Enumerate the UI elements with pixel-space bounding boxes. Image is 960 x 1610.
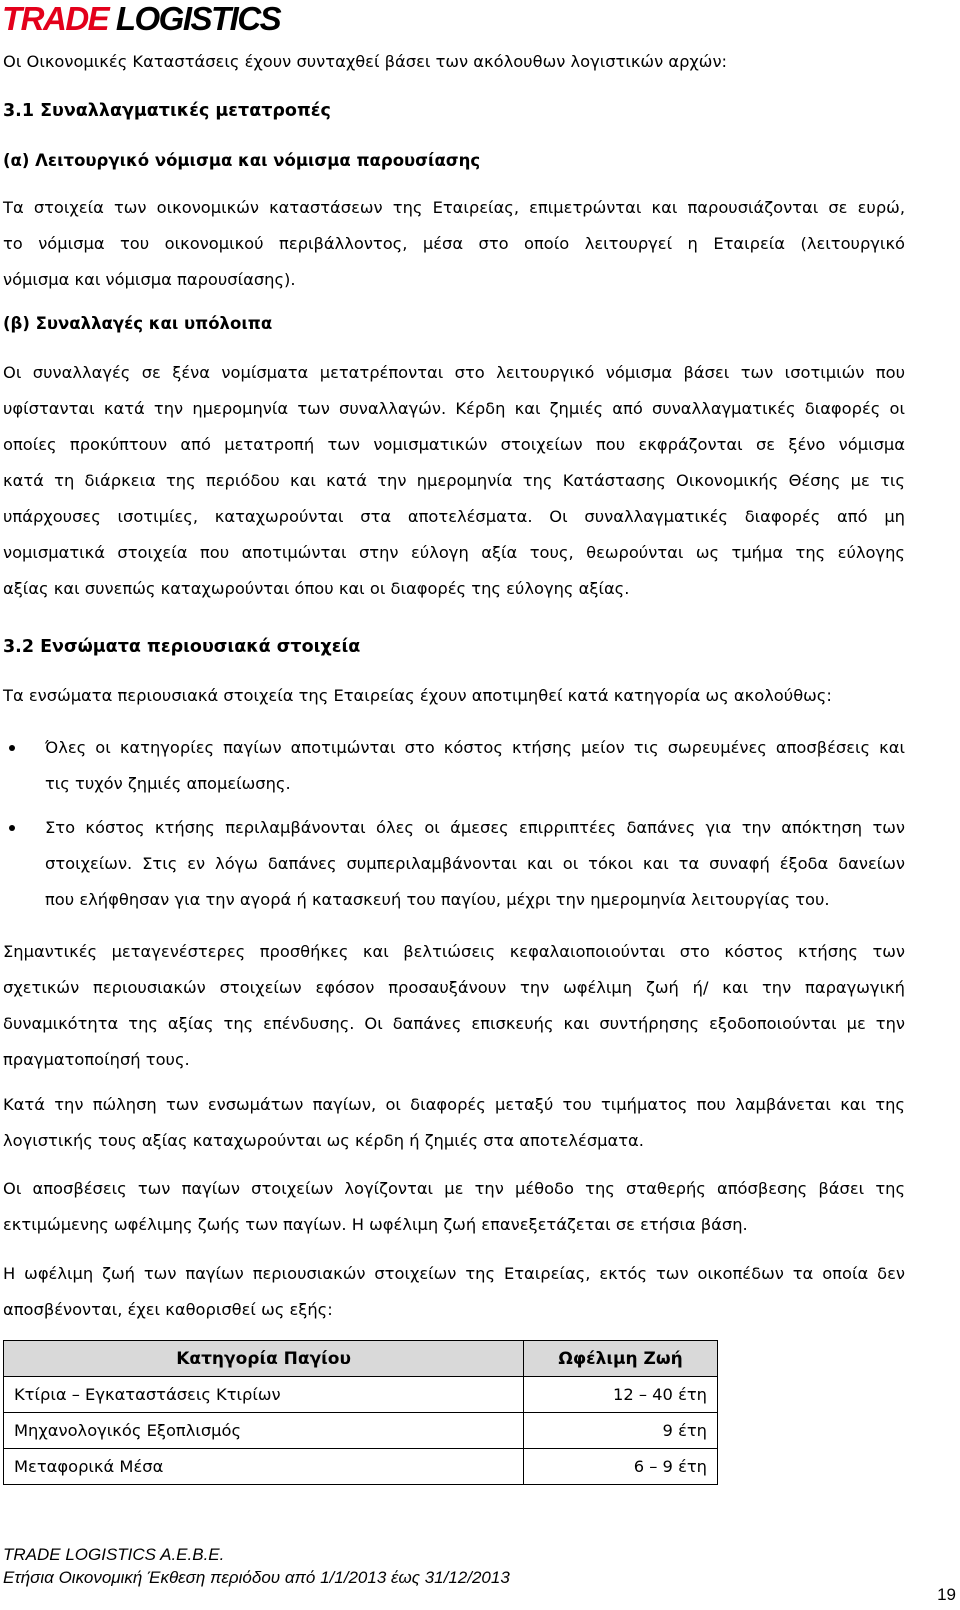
table-cell-life: 9 έτη bbox=[524, 1413, 718, 1449]
section-3-1-title: 3.1 Συναλλαγματικές μετατροπές bbox=[3, 101, 331, 121]
text-line: λογιστικής τους αξίας καταχωρούνται ως κέρδη ή ζημιές στα αποτελέσματα. bbox=[3, 1131, 644, 1150]
footer-company: TRADE LOGISTICS A.E.B.E. bbox=[3, 1545, 225, 1564]
text-line: Οι αποσβέσεις των παγίων στοιχείων λογίζονται με την μέθοδο της σταθερής απόσβεσης βάσει της bbox=[3, 1179, 905, 1198]
text-line: αποσβένονται, έχει καθορισθεί ως εξής: bbox=[3, 1300, 333, 1319]
logo-trade: TRADE bbox=[2, 0, 109, 37]
text-line: κατά τη διάρκεια της περιόδου και κατά την ημερομηνία της Κατάστασης Οικονομικής Θέσης με τις bbox=[3, 471, 905, 490]
text-line: υπάρχουσες ισοτιμίες, καταχωρούνται στα αποτελέσματα. Οι συναλλαγματικές διαφορές από μη bbox=[3, 507, 905, 526]
text-line: Όλες οι κατηγορίες παγίων αποτιμώνται στο κόστος κτήσης μείον τις σωρευμένες αποσβέσεις και bbox=[45, 738, 905, 757]
text-line: Η ωφέλιμη ζωή των παγίων περιουσιακών στοιχείων της Εταιρείας, εκτός των οικοπέδων τα οποία δεν bbox=[3, 1264, 905, 1283]
table-row bbox=[4, 1449, 718, 1485]
text-line: το νόμισμα του οικονομικού περιβάλλοντος, μέσα στο οποίο λειτουργεί η Εταιρεία (λειτουργικό bbox=[3, 234, 905, 253]
intro-text: Οι Οικονομικές Καταστάσεις έχουν συνταχθεί βάσει των ακόλουθων λογιστικών αρχών: bbox=[3, 52, 728, 71]
table-cell-life: 6 – 9 έτη bbox=[524, 1449, 718, 1485]
column-header-useful-life: Ωφέλιμη Ζωή bbox=[524, 1341, 718, 1377]
footer-report-title: Ετήσια Οικονομική Έκθεση περιόδου από 1/1/2013 έως 31/12/2013 bbox=[3, 1568, 510, 1587]
table-header-row bbox=[4, 1341, 718, 1377]
section-3-2-intro: Τα ενσώματα περιουσιακά στοιχεία της Εταιρείας έχουν αποτιμηθεί κατά κατηγορία ως ακολούθως: bbox=[3, 686, 832, 705]
text-line: πραγματοποίησή τους. bbox=[3, 1050, 190, 1069]
text-line: Στο κόστος κτήσης περιλαμβάνονται όλες οι άμεσες επιρριπτέες δαπάνες για την απόκτηση των bbox=[45, 818, 905, 837]
bullet-icon bbox=[9, 745, 15, 751]
table-cell-life: 12 – 40 έτη bbox=[524, 1377, 718, 1413]
subsection-a-text bbox=[3, 190, 905, 298]
text-line: που ελήφθησαν για την αγορά ή κατασκευή του παγίου, μέχρι την ημερομηνία λειτουργίας του. bbox=[45, 890, 830, 909]
table-cell-category: Μεταφορικά Μέσα bbox=[4, 1449, 524, 1485]
useful-life-table bbox=[3, 1340, 718, 1485]
subsection-a-title: (α) Λειτουργικό νόμισμα και νόμισμα παρουσίασης bbox=[3, 151, 481, 170]
paragraph-improvements bbox=[3, 934, 905, 1078]
table-row bbox=[4, 1413, 718, 1449]
text-line: αξίας και συνεπώς καταχωρούνται όπου και οι διαφορές της εύλογης αξίας. bbox=[3, 579, 630, 598]
text-line: Τα στοιχεία των οικονομικών καταστάσεων της Εταιρείας, επιμετρώνται και παρουσιάζονται σε ευρώ, bbox=[3, 198, 905, 217]
text-line: νομισματικά στοιχεία που αποτιμώνται στην εύλογη αξία τους, θεωρούνται ως τμήμα της εύλογης bbox=[3, 543, 905, 562]
text-line: εκτιμώμενης ωφέλιμης ζωής των παγίων. Η ωφέλιμη ζωή επανεξετάζεται σε ετήσια βάση. bbox=[3, 1215, 748, 1234]
table-cell-category: Κτίρια – Εγκαταστάσεις Κτιρίων bbox=[4, 1377, 524, 1413]
text-line: Οι συναλλαγές σε ξένα νομίσματα μετατρέπονται στο λειτουργικό νόμισμα βάσει των ισοτιμιών που bbox=[3, 363, 905, 382]
bullet-icon bbox=[9, 825, 15, 831]
text-line: Σημαντικές μεταγενέστερες προσθήκες και βελτιώσεις κεφαλαιοποιούνται στο κόστος κτήσης των bbox=[3, 942, 905, 961]
text-line: τις τυχόν ζημιές απομείωσης. bbox=[45, 774, 291, 793]
text-line: δυναμικότητα της αξίας της επένδυσης. Οι δαπάνες επισκευής και συντήρησης εξοδοποιούνται με την bbox=[3, 1014, 905, 1033]
table-row bbox=[4, 1377, 718, 1413]
paragraph-useful-life bbox=[3, 1256, 905, 1328]
table-cell-category: Μηχανολογικός Εξοπλισμός bbox=[4, 1413, 524, 1449]
text-line: Κατά την πώληση των ενσωμάτων παγίων, οι διαφορές μεταξύ του τιμήματος που λαμβάνεται και της bbox=[3, 1095, 905, 1114]
page-number: 19 bbox=[937, 1585, 956, 1604]
text-line: νόμισμα και νόμισμα παρουσίασης). bbox=[3, 270, 296, 289]
subsection-b-text bbox=[3, 355, 905, 607]
subsection-b-title: (β) Συναλλαγές και υπόλοιπα bbox=[3, 314, 273, 333]
text-line: οποίες προκύπτουν από μετατροπή των νομισματικών στοιχείων που εκφράζονται σε ξένο νόμισμα bbox=[3, 435, 905, 454]
paragraph-sale bbox=[3, 1087, 905, 1159]
text-line: σχετικών περιουσιακών στοιχείων εφόσον προσαυξάνουν την ωφέλιμη ζωή ή/ και την παραγωγική bbox=[3, 978, 905, 997]
text-line: υφίστανται κατά την ημερομηνία των συναλλαγών. Κέρδη και ζημιές από συναλλαγματικές διαφορές οι bbox=[3, 399, 905, 418]
text-line: στοιχείων. Στις εν λόγω δαπάνες συμπεριλαμβάνονται και οι τόκοι και τα συναφή έξοδα δανείων bbox=[45, 854, 905, 873]
section-3-2-title: 3.2 Ενσώματα περιουσιακά στοιχεία bbox=[3, 637, 361, 657]
paragraph-depreciation bbox=[3, 1171, 905, 1243]
company-logo bbox=[2, 0, 280, 38]
column-header-category: Κατηγορία Παγίου bbox=[4, 1341, 524, 1377]
logo-logistics: LOGISTICS bbox=[115, 0, 281, 37]
